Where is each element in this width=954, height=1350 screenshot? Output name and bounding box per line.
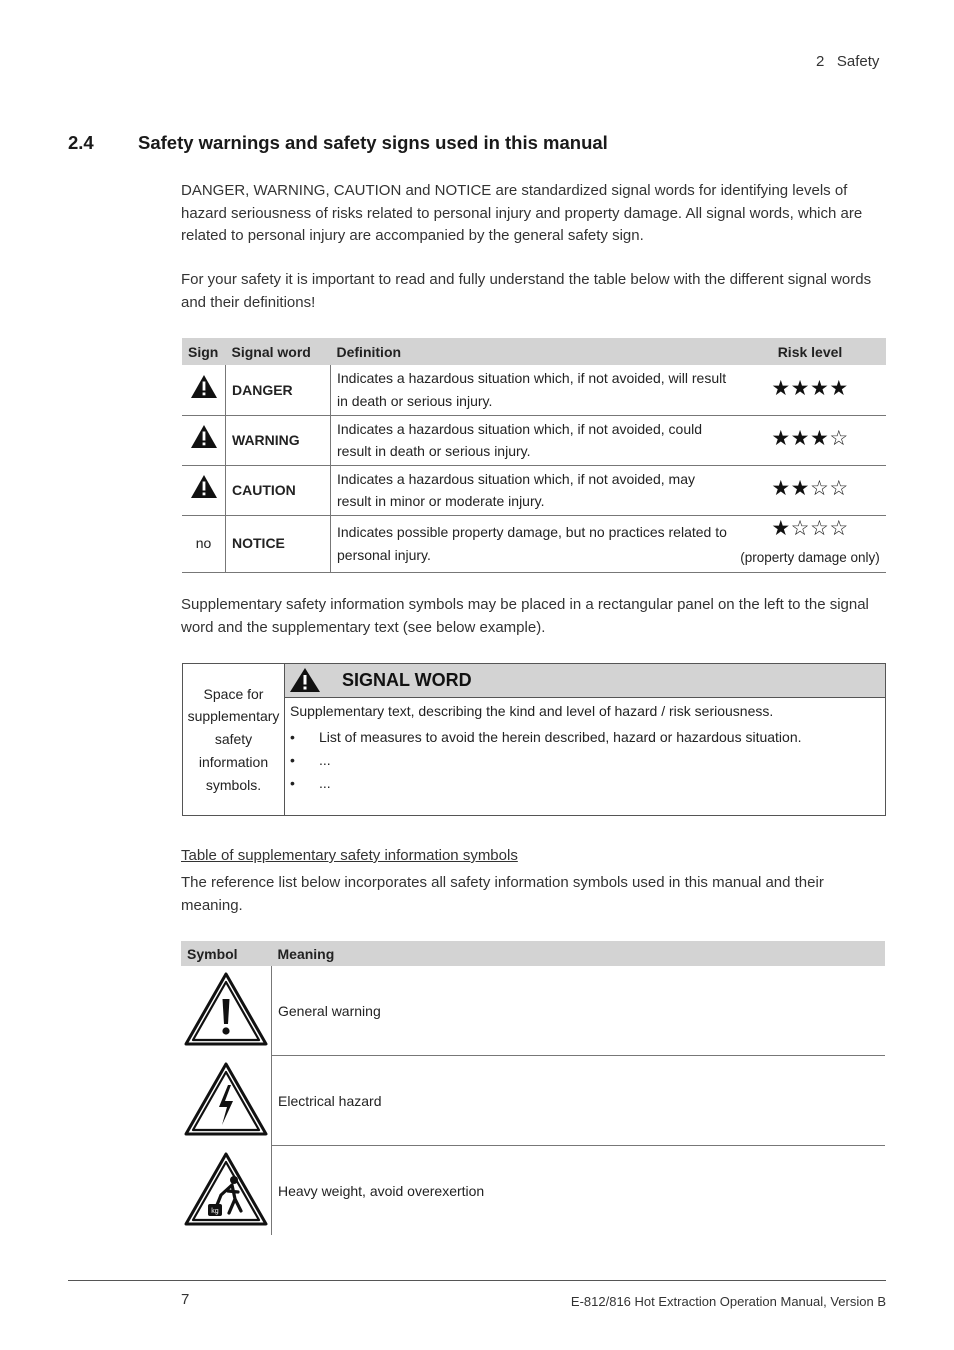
definition-warning: Indicates a hazardous situation which, if not avoided, could result in death or serious injury. <box>331 415 735 465</box>
section-number: 2.4 <box>68 132 94 153</box>
symbol-space-text: Space for supplementary safety information symbols. <box>187 685 280 793</box>
definition-caution: Indicates a hazardous situation which, if not avoided, may result in minor or moderate injury. <box>331 465 735 515</box>
symbol-cell <box>181 1056 272 1146</box>
electrical-hazard-icon <box>183 1061 269 1137</box>
warning-triangle-icon <box>289 667 321 693</box>
table-row <box>182 465 886 515</box>
warning-sign-cell <box>182 465 226 515</box>
risk-stars: ★☆☆☆ <box>771 516 849 540</box>
example-text: Supplementary text, describing the kind and level of hazard / risk seriousness. <box>290 703 774 719</box>
general-warning-icon <box>183 971 269 1047</box>
symbol-cell <box>181 966 272 1056</box>
risk-level-danger <box>734 365 886 415</box>
table-row <box>181 966 885 1056</box>
property-damage-note: (property damage only) <box>740 550 880 565</box>
safety-paragraph: For your safety it is important to read and fully understand the table below with the different signal words and their definitions! <box>181 271 872 311</box>
warning-triangle-icon <box>190 374 218 399</box>
warning-sign-cell <box>182 415 226 465</box>
page-number: 7 <box>181 1291 190 1308</box>
heavy-weight-icon <box>183 1151 269 1227</box>
header-symbol: Symbol <box>181 941 272 966</box>
header-signal-word: Signal word <box>226 338 331 365</box>
document-title: E-812/816 Hot Extraction Operation Manual, Version B <box>570 1294 886 1309</box>
table-row <box>181 1146 885 1236</box>
signal-word-caution: CAUTION <box>226 465 331 515</box>
warning-triangle-icon <box>190 424 218 449</box>
symbols-table-heading: Table of supplementary safety information symbols <box>181 847 518 864</box>
signal-word-danger: DANGER <box>226 365 331 415</box>
signal-table-header <box>182 338 886 365</box>
list-item: • List of measures to avoid the herein described, hazard or hazardous situation. <box>319 726 802 749</box>
definition-notice: Indicates possible property damage, but no practices related to personal injury. <box>331 515 735 572</box>
notice-sign-cell: no <box>182 515 226 572</box>
chapter-label: 2 Safety <box>816 53 880 70</box>
measures-list <box>290 726 802 795</box>
table-row <box>181 1056 885 1146</box>
symbol-cell <box>181 1146 272 1236</box>
risk-stars: ★★★☆ <box>771 427 849 451</box>
signal-word-warning: WARNING <box>226 415 331 465</box>
table-row <box>182 415 886 465</box>
warning-sign-cell <box>182 365 226 415</box>
symbols-table-header <box>181 941 885 966</box>
table-row <box>182 515 886 572</box>
symbols-table <box>181 941 885 1235</box>
weight-label: kg <box>211 1207 219 1215</box>
list-item: • ... <box>319 749 802 772</box>
signal-word-notice: NOTICE <box>226 515 331 572</box>
symbols-intro: The reference list below incorporates all safety information symbols used in this manual and their meaning. <box>181 874 824 914</box>
warning-triangle-icon <box>190 474 218 499</box>
header-risk-level: Risk level <box>734 338 886 365</box>
footer-divider <box>68 1280 886 1281</box>
meaning-general-warning: General warning <box>272 966 886 1056</box>
example-warning-box <box>182 663 886 816</box>
header-sign: Sign <box>182 338 226 365</box>
list-item: • ... <box>319 772 802 795</box>
intro-paragraph: DANGER, WARNING, CAUTION and NOTICE are standardized signal words for identifying levels of hazard seriousness of risks related to personal injury and property damage. All signal words, which are related to personal injury are accompanied by the general safety sign. <box>181 182 863 244</box>
header-meaning: Meaning <box>272 941 886 966</box>
supplementary-paragraph: Supplementary safety information symbols may be placed in a rectangular panel on the left to the signal word and the supplementary text (see below example). <box>181 596 869 636</box>
risk-level-notice <box>734 515 886 572</box>
meaning-electrical-hazard: Electrical hazard <box>272 1056 886 1146</box>
signal-word-table <box>182 338 886 573</box>
risk-level-warning <box>734 415 886 465</box>
table-row <box>182 365 886 415</box>
example-header <box>285 664 885 698</box>
header-definition: Definition <box>331 338 735 365</box>
risk-stars: ★★☆☆ <box>771 477 849 501</box>
meaning-heavy-weight: Heavy weight, avoid overexertion <box>278 1182 485 1199</box>
symbol-space <box>183 664 285 815</box>
section-title: Safety warnings and safety signs used in this manual <box>138 132 608 153</box>
example-signal-word: SIGNAL WORD <box>342 670 472 690</box>
example-body <box>290 700 802 795</box>
risk-stars: ★★★★ <box>771 377 849 400</box>
risk-level-caution <box>734 465 886 515</box>
definition-danger: Indicates a hazardous situation which, if not avoided, will result in death or serious injury. <box>331 365 735 415</box>
